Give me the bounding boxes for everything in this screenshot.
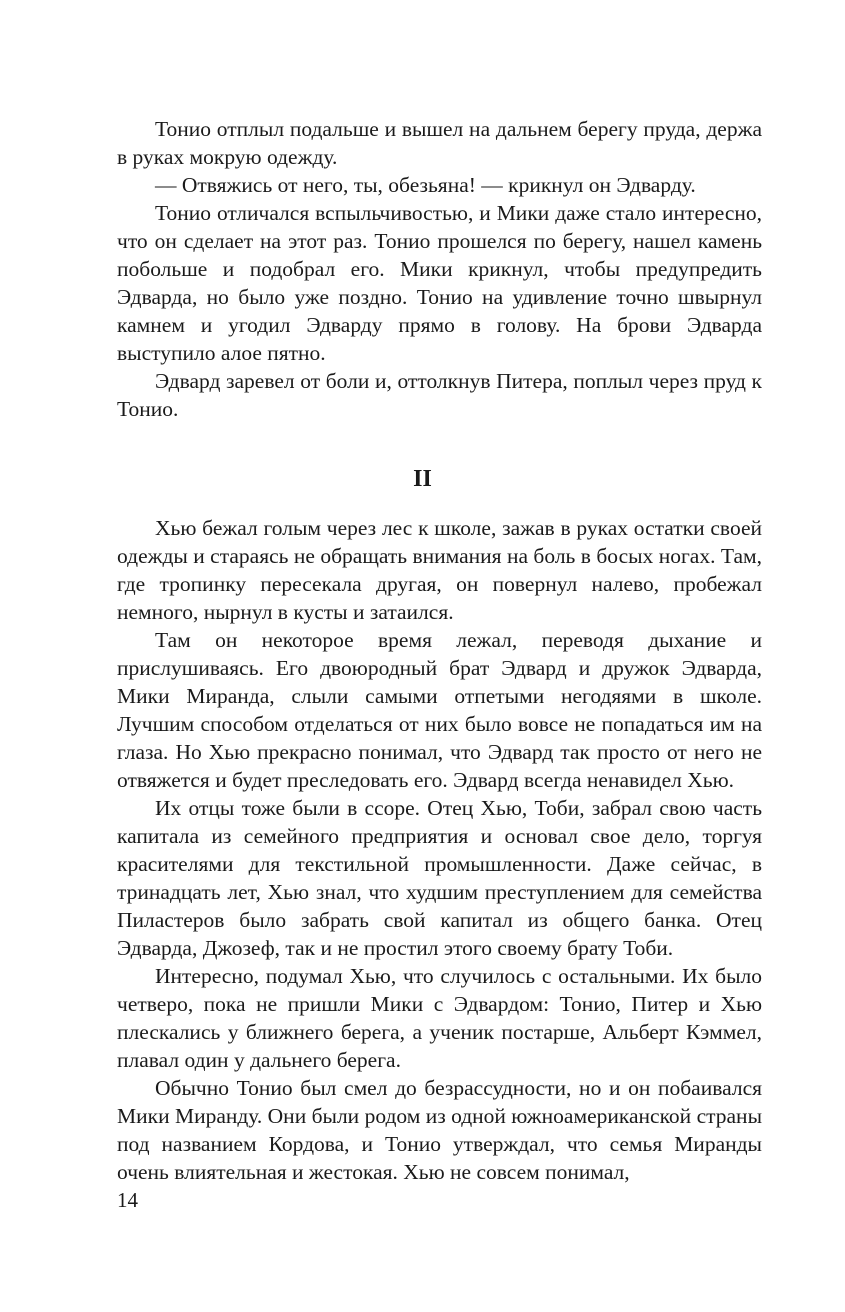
text-block-top [117,115,762,423]
chapter-heading: II [413,466,432,492]
paragraph: Тонио отличался вспыльчивостью, и Мики даже стало интересно, что он сделает на этот раз. Тонио прошелся по берегу, нашел камень побольше и подобрал его. Мики крикнул, чтобы предупредить Эдварда, но было уже поздно. Тонио на удивление точно швырнул камнем и угодил Эдварду прямо в голову. На брови Эдварда выступило алое пятно. [117,201,762,365]
paragraph: Хью бежал голым через лес к школе, зажав в руках остатки своей одежды и стараясь не обращать внимания на боль в босых ногах. Там, где тропинку пересекала другая, он повернул налево, пробежал немного, нырнул в кусты и затаился. [117,516,762,624]
paragraph: Обычно Тонио был смел до безрассудности, но и он побаивался Мики Миранду. Они были родом из одной южноамериканской страны под названием Кордова, и Тонио утверждал, что семья Миранды очень влиятельная и жестокая. Хью не совсем понимал, [117,1076,763,1184]
paragraph: Там он некоторое время лежал, переводя дыхание и прислушиваясь. Его двоюродный брат Эдвард и дружок Эдварда, Мики Миранда, слыли самыми отпетыми негодяями в школе. Лучшим способом отделаться от них было вовсе не попадаться им на глаза. Но Хью прекрасно понимал, что Эдвард так просто от него не отвяжется и будет преследовать его. Эдвард всегда ненавидел Хью. [117,628,762,792]
text-block-chapter [117,514,762,1186]
paragraph: Интересно, подумал Хью, что случилось с остальными. Их было четверо, пока не пришли Мики с Эдвардом: Тонио, Питер и Хью плескались у ближнего берега, а ученик постарше, Альберт Кэммел, плавал один у дальнего берега. [117,964,762,1072]
page-number: 14 [117,1188,138,1212]
paragraph: Их отцы тоже были в ссоре. Отец Хью, Тоби, забрал свою часть капитала из семейного предприятия и основал свое дело, торгуя красителями для текстильной промышленности. Даже сейчас, в тринадцать лет, Хью знал, что худшим преступлением для семейства Пиластеров было забрать свой капитал из общего банка. Отец Эдварда, Джозеф, так и не простил этого своему брату Тоби. [117,796,762,960]
paragraph: Тонио отплыл подальше и вышел на дальнем берегу пруда, держа в руках мокрую одежду. [117,117,762,169]
paragraph: — Отвяжись от него, ты, обезьяна! — крикнул он Эдварду. [155,173,696,197]
paragraph: Эдвард заревел от боли и, оттолкнув Питера, поплыл через пруд к Тонио. [117,369,762,421]
